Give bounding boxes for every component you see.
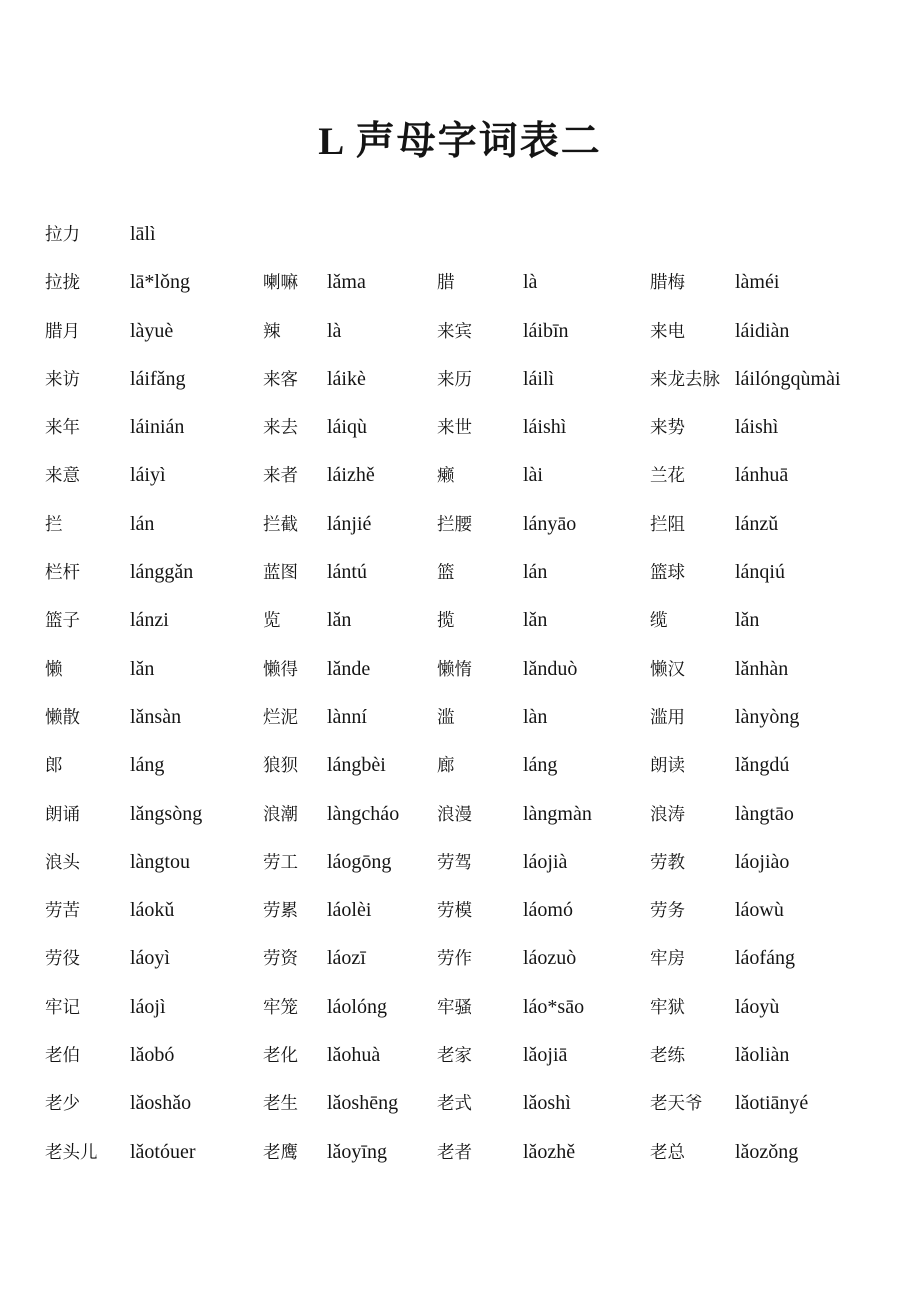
hanzi-word: 牢房 — [650, 948, 685, 969]
hanzi-word: 老者 — [437, 1141, 472, 1162]
hanzi-word: 癞 — [437, 465, 455, 486]
hanzi-word: 蓝图 — [263, 562, 298, 583]
hanzi-word: 浪漫 — [437, 803, 472, 824]
table-row — [45, 1076, 912, 1124]
hanzi-word: 老总 — [650, 1141, 685, 1162]
pinyin-reading: lǎozǒng — [735, 1140, 799, 1163]
pinyin-reading: lǎobó — [130, 1044, 175, 1067]
hanzi-word: 缆 — [650, 610, 668, 631]
hanzi-word: 老天爷 — [650, 1093, 703, 1114]
hanzi-word: 拦截 — [263, 513, 298, 534]
pinyin-reading: láogōng — [327, 850, 392, 873]
hanzi-word: 来者 — [263, 465, 298, 486]
hanzi-word: 劳工 — [263, 851, 298, 872]
hanzi-word: 篮球 — [650, 562, 685, 583]
hanzi-word: 劳驾 — [437, 851, 472, 872]
table-row — [45, 352, 912, 400]
hanzi-word: 揽 — [437, 610, 455, 631]
pinyin-reading: lǎoliàn — [735, 1044, 790, 1067]
pinyin-reading: lǎojiā — [523, 1044, 568, 1067]
pinyin-reading: láo*sāo — [523, 995, 585, 1018]
hanzi-word: 劳累 — [263, 900, 298, 921]
pinyin-reading: láojià — [523, 850, 568, 873]
pinyin-reading: lànyòng — [735, 705, 800, 728]
hanzi-word: 来宾 — [437, 320, 472, 341]
hanzi-word: 牢狱 — [650, 996, 685, 1017]
pinyin-reading: làngmàn — [523, 802, 592, 825]
pinyin-reading: làngtou — [130, 850, 190, 873]
hanzi-word: 篮 — [437, 562, 455, 583]
hanzi-word: 来龙去脉 — [650, 368, 720, 389]
pinyin-reading: láowù — [735, 899, 784, 922]
hanzi-word: 来客 — [263, 368, 298, 389]
hanzi-word: 览 — [263, 610, 281, 631]
table-row — [45, 1125, 912, 1173]
hanzi-word: 拉拢 — [45, 272, 80, 293]
table-row — [45, 738, 912, 786]
hanzi-word: 浪头 — [45, 851, 80, 872]
table-row — [45, 545, 912, 593]
pinyin-reading: láishì — [735, 416, 779, 439]
page-title: L 声母字词表二 — [318, 120, 602, 163]
pinyin-reading: láiqù — [327, 416, 367, 439]
hanzi-word: 腊月 — [45, 320, 80, 341]
pinyin-reading: lài — [523, 464, 543, 487]
hanzi-word: 来意 — [45, 465, 80, 486]
hanzi-word: 篮子 — [45, 610, 80, 631]
pinyin-reading: lǎn — [735, 609, 760, 632]
hanzi-word: 懒 — [45, 658, 63, 679]
pinyin-reading: lālì — [130, 223, 156, 245]
pinyin-reading: láolóng — [327, 995, 387, 1018]
pinyin-reading: lányāo — [523, 512, 577, 535]
pinyin-reading: láolèi — [327, 899, 372, 922]
pinyin-reading: làyuè — [130, 319, 174, 342]
hanzi-word: 滥 — [437, 706, 455, 727]
pinyin-reading: láozī — [327, 947, 366, 970]
pinyin-reading: lā*lǒng — [130, 271, 190, 294]
pinyin-reading: lánjié — [327, 512, 372, 535]
table-row — [45, 448, 912, 496]
hanzi-word: 来世 — [437, 417, 472, 438]
hanzi-word: 拦腰 — [437, 513, 472, 534]
hanzi-word: 来访 — [45, 368, 80, 389]
pinyin-reading: lǎn — [327, 609, 352, 632]
pinyin-reading: lǎoshēng — [327, 1092, 399, 1115]
hanzi-word: 来势 — [650, 417, 685, 438]
hanzi-word: 兰花 — [650, 465, 685, 486]
pinyin-reading: lǎnsàn — [130, 705, 182, 728]
hanzi-word: 拦阻 — [650, 513, 685, 534]
pinyin-reading: láilóngqùmài — [735, 367, 841, 390]
pinyin-reading: láojì — [130, 995, 166, 1018]
hanzi-word: 浪潮 — [263, 803, 298, 824]
pinyin-reading: láofáng — [735, 947, 795, 970]
table-row — [45, 883, 912, 931]
pinyin-reading: lánzi — [130, 609, 169, 632]
table-row — [45, 787, 912, 835]
hanzi-word: 老化 — [263, 1045, 298, 1066]
table-row — [45, 931, 912, 979]
hanzi-word: 腊 — [437, 272, 455, 293]
hanzi-word: 劳教 — [650, 851, 685, 872]
pinyin-reading: láizhě — [327, 464, 375, 487]
table-row — [45, 835, 912, 883]
table-row — [45, 980, 912, 1028]
pinyin-reading: là — [523, 271, 538, 294]
table-row — [45, 255, 912, 303]
pinyin-reading: lǎn — [523, 609, 548, 632]
hanzi-word: 拉力 — [45, 224, 80, 244]
hanzi-word: 拦 — [45, 513, 63, 534]
pinyin-reading: láifǎng — [130, 367, 186, 390]
pinyin-reading: láilì — [523, 367, 555, 390]
pinyin-reading: lǎngsòng — [130, 802, 203, 825]
hanzi-word: 烂泥 — [263, 706, 298, 727]
hanzi-word: 来年 — [45, 417, 80, 438]
hanzi-word: 朗读 — [650, 755, 685, 776]
table-row — [45, 642, 912, 690]
hanzi-word: 朗诵 — [45, 803, 80, 824]
pinyin-reading: láokǔ — [130, 899, 175, 922]
hanzi-word: 廊 — [437, 755, 455, 776]
pinyin-reading: lǎnduò — [523, 657, 578, 680]
hanzi-word: 懒得 — [263, 658, 298, 679]
hanzi-word: 劳役 — [45, 948, 80, 969]
hanzi-word: 老伯 — [45, 1045, 80, 1066]
pinyin-reading: láinián — [130, 416, 185, 439]
hanzi-word: 老式 — [437, 1093, 472, 1114]
table-row — [45, 400, 912, 448]
pinyin-reading: lǎma — [327, 271, 366, 294]
pinyin-reading: lánqiú — [735, 561, 785, 584]
hanzi-word: 来历 — [437, 368, 472, 389]
pinyin-reading: láoyì — [130, 947, 170, 970]
pinyin-reading: láomó — [523, 899, 573, 922]
hanzi-word: 懒汉 — [650, 658, 685, 679]
pinyin-reading: láidiàn — [735, 319, 790, 342]
pinyin-reading: lǎn — [130, 657, 155, 680]
hanzi-word: 劳作 — [437, 948, 472, 969]
hanzi-word: 郎 — [45, 755, 63, 776]
pinyin-reading: là — [327, 319, 342, 342]
pinyin-reading: lǎotiānyé — [735, 1092, 809, 1115]
hanzi-word: 来去 — [263, 417, 298, 438]
hanzi-word: 老练 — [650, 1045, 685, 1066]
pinyin-reading: lǎohuà — [327, 1044, 381, 1067]
table-row — [45, 497, 912, 545]
hanzi-word: 栏杆 — [45, 562, 80, 583]
pinyin-reading: láiyì — [130, 464, 166, 487]
hanzi-word: 懒惰 — [437, 658, 472, 679]
table-row — [45, 1028, 912, 1076]
pinyin-reading: lǎoshǎo — [130, 1092, 192, 1115]
pinyin-reading: lǎoyīng — [327, 1140, 387, 1163]
pinyin-reading: lǎoshì — [523, 1092, 571, 1115]
hanzi-word: 懒散 — [45, 706, 80, 727]
table-row — [45, 690, 912, 738]
pinyin-reading: lánggǎn — [130, 561, 194, 584]
hanzi-word: 劳务 — [650, 900, 685, 921]
hanzi-word: 老头儿 — [45, 1141, 98, 1162]
hanzi-word: 劳模 — [437, 900, 472, 921]
hanzi-word: 老少 — [45, 1093, 80, 1114]
hanzi-word: 老鹰 — [263, 1141, 298, 1162]
hanzi-word: 老家 — [437, 1045, 472, 1066]
pinyin-reading: lán — [130, 512, 155, 535]
hanzi-word: 老生 — [263, 1093, 298, 1114]
hanzi-word: 来电 — [650, 320, 685, 341]
pinyin-reading: lántú — [327, 561, 367, 584]
pinyin-reading: làn — [523, 705, 548, 728]
hanzi-word: 牢笼 — [263, 996, 298, 1017]
pinyin-reading: lán — [523, 561, 548, 584]
pinyin-reading: làngtāo — [735, 802, 794, 825]
hanzi-word: 劳苦 — [45, 900, 80, 921]
pinyin-reading: láng — [130, 754, 165, 777]
pinyin-reading: lǎozhě — [523, 1140, 576, 1163]
pinyin-reading: lánzǔ — [735, 512, 779, 535]
pinyin-reading: láibīn — [523, 319, 569, 342]
pinyin-reading: lǎnde — [327, 657, 371, 680]
table-row — [45, 304, 912, 352]
pinyin-reading: lǎotóuer — [130, 1140, 196, 1163]
hanzi-word: 劳资 — [263, 948, 298, 969]
hanzi-word: 滥用 — [650, 706, 685, 727]
word-table — [45, 207, 912, 1173]
hanzi-word: 辣 — [263, 320, 281, 341]
hanzi-word: 牢记 — [45, 996, 80, 1017]
hanzi-word: 牢骚 — [437, 996, 472, 1017]
hanzi-word: 喇嘛 — [263, 272, 298, 293]
pinyin-reading: lǎngdú — [735, 754, 790, 777]
table-row — [45, 593, 912, 641]
pinyin-reading: láozuò — [523, 947, 577, 970]
pinyin-reading: làngcháo — [327, 802, 400, 825]
pinyin-reading: láoyù — [735, 995, 780, 1018]
hanzi-word: 狼狈 — [263, 755, 298, 776]
pinyin-reading: làméi — [735, 271, 780, 294]
pinyin-reading: láishì — [523, 416, 567, 439]
pinyin-reading: láojiào — [735, 850, 790, 873]
pinyin-reading: lánhuā — [735, 464, 789, 487]
pinyin-reading: láikè — [327, 367, 366, 390]
pinyin-reading: lángbèi — [327, 754, 386, 777]
hanzi-word: 浪涛 — [650, 803, 685, 824]
table-row — [45, 207, 912, 255]
pinyin-reading: láng — [523, 754, 558, 777]
pinyin-reading: lànní — [327, 705, 367, 728]
hanzi-word: 腊梅 — [650, 272, 685, 293]
pinyin-reading: lǎnhàn — [735, 657, 789, 680]
